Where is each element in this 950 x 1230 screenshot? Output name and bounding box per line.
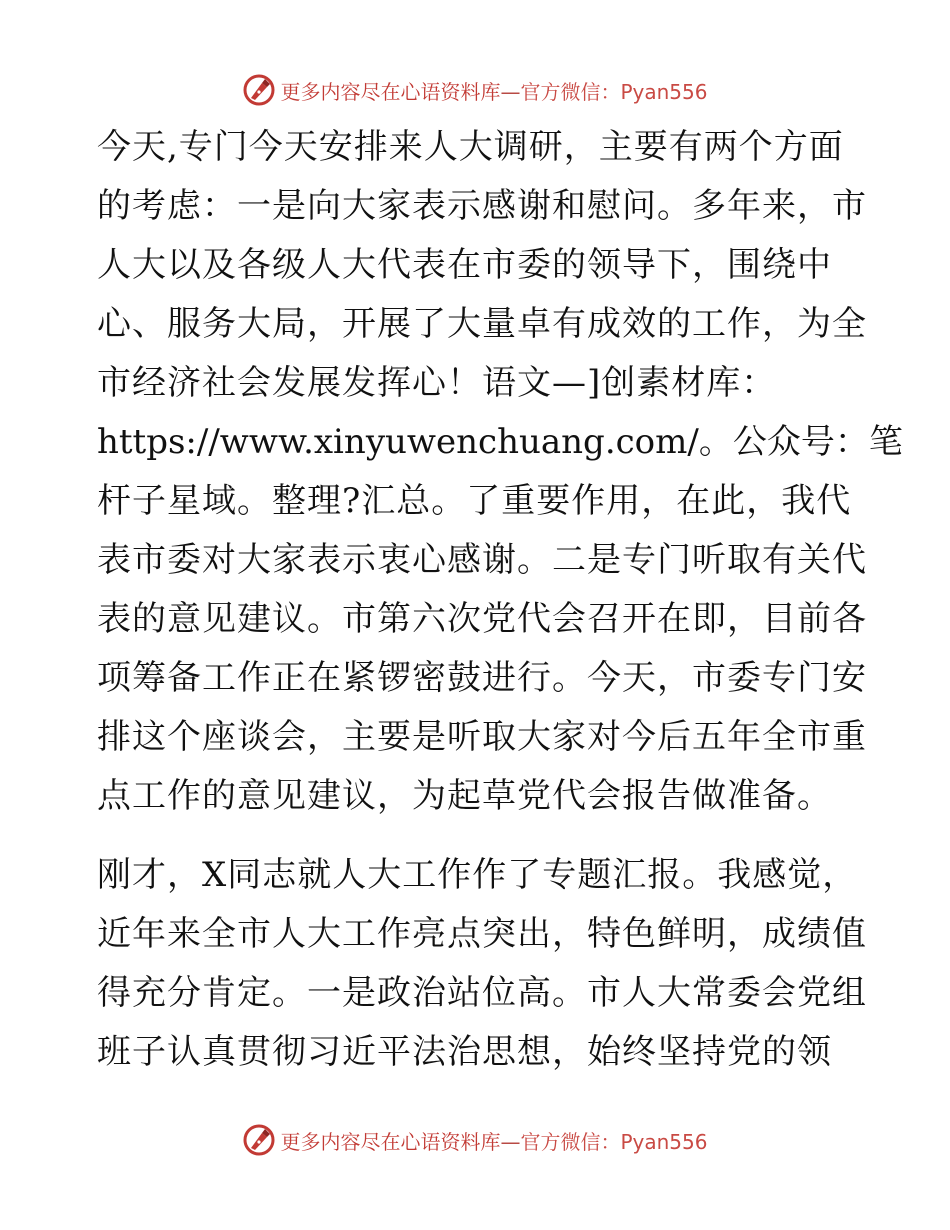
text-line: 心、服务大局，开展了大量卓有成效的工作，为全 <box>97 304 867 344</box>
footer-text-main: 更多内容尽在心语资料库 <box>280 1129 501 1154</box>
text-line: 杆子星域。整理?汇总。了重要作用，在此，我代 <box>97 481 852 521</box>
text-line: 得充分肯定。一是政治站位高。市人大常委会党组 <box>97 973 867 1013</box>
text-line: https://www.xinyuwenchuang.com/。公众号：笔 <box>97 422 903 462</box>
footer-wechat: 官方微信：Pyan556 <box>520 1129 708 1154</box>
footer-text <box>280 1126 707 1155</box>
header-text <box>280 76 707 105</box>
text-line: 近年来全市人大工作亮点突出，特色鲜明，成绩值 <box>97 914 867 954</box>
header-wechat: 官方微信：Pyan556 <box>520 79 708 104</box>
text-line: 的考虑：一是向大家表示感谢和慰问。多年来，市 <box>97 186 867 226</box>
pen-nib-circle-icon <box>242 73 276 107</box>
header-banner <box>0 70 950 110</box>
text-line: 项筹备工作正在紧锣密鼓进行。今天，市委专门安 <box>97 658 867 698</box>
text-line: 今天,专门今天安排来人大调研，主要有两个方面 <box>97 127 844 167</box>
document-body <box>97 118 903 1082</box>
text-line: 点工作的意见建议，为起草党代会报告做准备。 <box>97 776 832 816</box>
footer-banner <box>0 1120 950 1160</box>
text-line: 刚才，X同志就人大工作作了专题汇报。我感觉， <box>97 855 858 895</box>
pen-nib-circle-icon <box>242 1123 276 1157</box>
text-line: 市经济社会发展发挥心！语文—]创素材库： <box>97 363 777 403</box>
header-text-main: 更多内容尽在心语资料库 <box>280 79 501 104</box>
text-line: 班子认真贯彻习近平法治思想，始终坚持党的领 <box>97 1032 832 1072</box>
text-line: 表的意见建议。市第六次党代会召开在即，目前各 <box>97 599 867 639</box>
text-line: 人大以及各级人大代表在市委的领导下，围绕中 <box>97 245 832 285</box>
text-line: 表市委对大家表示衷心感谢。二是专门听取有关代 <box>97 540 867 580</box>
paragraph-2 <box>97 846 867 1082</box>
text-line: 排这个座谈会，主要是听取大家对今后五年全市重 <box>97 717 867 757</box>
header-dash: — <box>500 79 521 104</box>
paragraph-1 <box>97 118 903 826</box>
footer-dash: — <box>500 1129 521 1154</box>
